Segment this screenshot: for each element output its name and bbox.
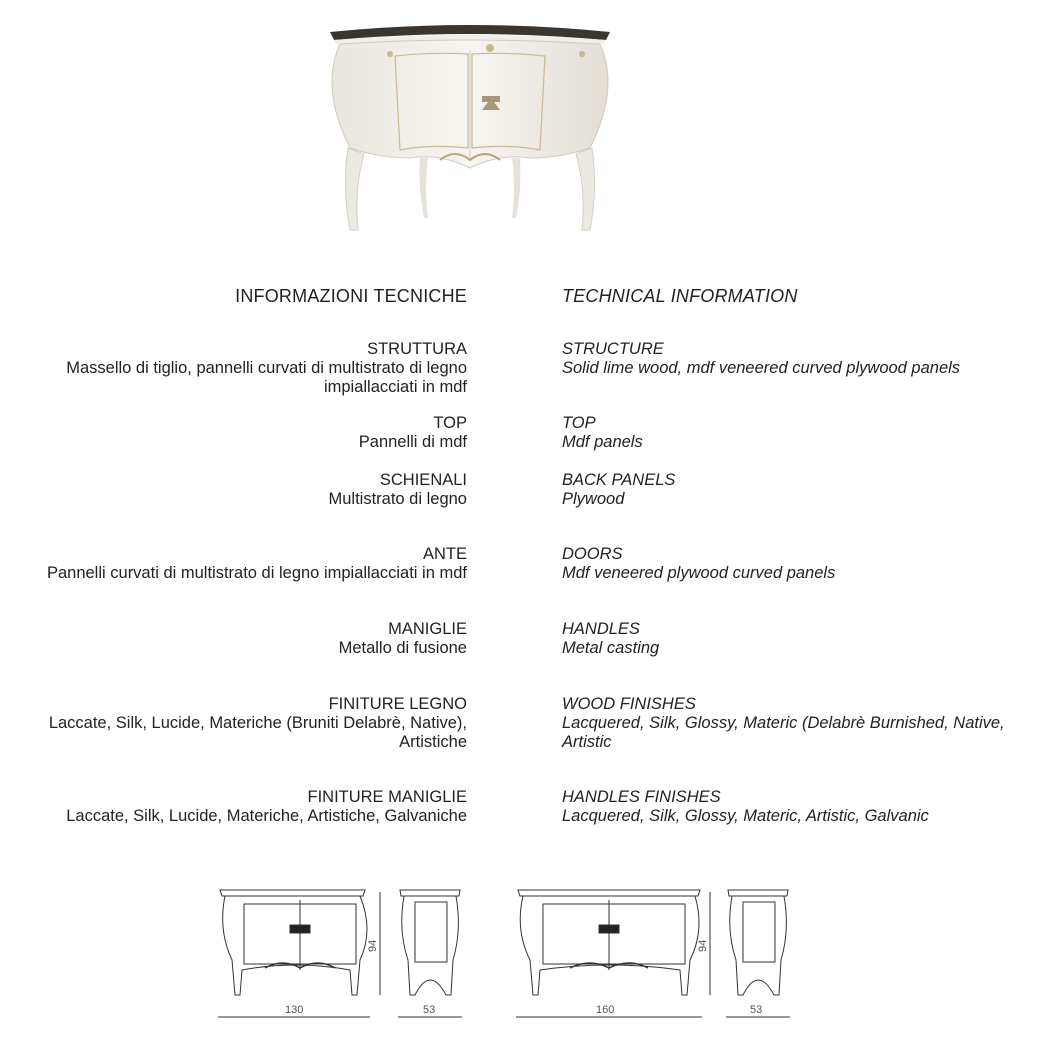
spec-title: STRUCTURE bbox=[562, 340, 664, 358]
heading-english: TECHNICAL INFORMATION bbox=[562, 286, 798, 306]
spec-desc: Lacquered, Silk, Glossy, Materic, Artistic, Galvanic bbox=[562, 807, 929, 825]
spec-desc: Massello di tiglio, pannelli curvati di multistrato di legno impiallacciati in mdf bbox=[66, 359, 467, 396]
spec-desc: Metal casting bbox=[562, 639, 660, 657]
spec-title: TOP bbox=[562, 414, 596, 432]
spec-desc: Plywood bbox=[562, 490, 625, 508]
spec-title: HANDLES FINISHES bbox=[562, 788, 721, 806]
spec-title: WOOD FINISHES bbox=[562, 695, 696, 713]
spec-title: HANDLES bbox=[562, 620, 640, 638]
spec-title: STRUTTURA bbox=[367, 340, 467, 358]
spec-it-wood-finishes bbox=[0, 695, 467, 752]
spec-en-doors bbox=[562, 545, 1049, 583]
spec-it-structure bbox=[0, 340, 467, 397]
spec-it-top bbox=[0, 414, 467, 452]
spec-desc: Lacquered, Silk, Glossy, Materic (Delabrè Burnished, Native, Artistic bbox=[562, 714, 1005, 751]
spec-desc: Metallo di fusione bbox=[338, 639, 467, 657]
spec-desc: Laccate, Silk, Lucide, Materiche (Bruniti Delabrè, Native), Artistiche bbox=[48, 714, 467, 751]
spec-title: DOORS bbox=[562, 545, 623, 563]
spec-desc: Solid lime wood, mdf veneered curved plywood panels bbox=[562, 359, 961, 377]
dim-small-width: 130 bbox=[285, 1004, 304, 1016]
spec-en-handles bbox=[562, 620, 1049, 658]
spec-title: ANTE bbox=[422, 545, 467, 563]
dim-large-height: 94 bbox=[697, 939, 709, 952]
spec-en-handle-finishes bbox=[562, 788, 1049, 826]
spec-it-handles bbox=[0, 620, 467, 658]
spec-it-doors bbox=[0, 545, 467, 583]
spec-desc: Multistrato di legno bbox=[328, 490, 467, 508]
spec-desc: Pannelli curvati di multistrato di legno impiallacciati in mdf bbox=[46, 564, 467, 582]
dim-small-height: 94 bbox=[367, 939, 379, 952]
spec-it-handle-finishes bbox=[0, 788, 467, 826]
spec-desc: Mdf panels bbox=[562, 433, 643, 451]
spec-title: MANIGLIE bbox=[388, 620, 467, 638]
spec-en-wood-finishes bbox=[562, 695, 1049, 752]
dim-large-depth: 53 bbox=[750, 1004, 763, 1016]
spec-title: SCHIENALI bbox=[379, 471, 467, 489]
spec-desc: Mdf veneered plywood curved panels bbox=[562, 564, 836, 582]
product-photo bbox=[320, 8, 620, 243]
dim-large-width: 160 bbox=[596, 1004, 615, 1016]
spec-desc: Laccate, Silk, Lucide, Materiche, Artistiche, Galvaniche bbox=[66, 807, 467, 825]
spec-title: BACK PANELS bbox=[562, 471, 676, 489]
spec-title: FINITURE LEGNO bbox=[328, 695, 467, 713]
spec-title: TOP bbox=[433, 414, 467, 432]
spec-title: FINITURE MANIGLIE bbox=[307, 788, 467, 806]
spec-en-back bbox=[562, 471, 1049, 509]
heading-italian: INFORMAZIONI TECNICHE bbox=[235, 286, 467, 306]
dim-small-depth: 53 bbox=[423, 1004, 436, 1016]
spec-en-structure bbox=[562, 340, 1049, 378]
spec-it-back bbox=[0, 471, 467, 509]
technical-drawings bbox=[210, 880, 810, 1030]
spec-desc: Pannelli di mdf bbox=[358, 433, 467, 451]
spec-en-top bbox=[562, 414, 1049, 452]
